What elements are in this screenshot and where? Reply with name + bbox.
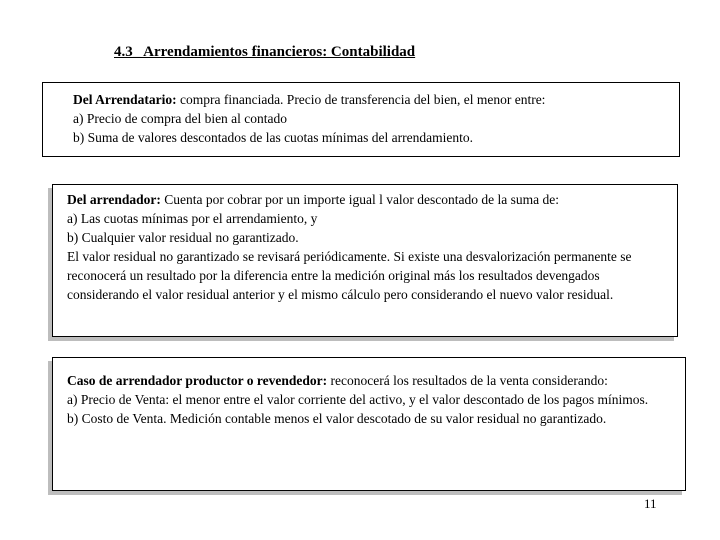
productor-box xyxy=(52,357,686,491)
productor-item-b: b) Costo de Venta. Medición contable menos el valor descotado de su valor residual no garantizado. xyxy=(67,411,607,426)
arrendador-box xyxy=(52,184,678,337)
arrendador-item-a: a) Las cuotas mínimas por el arrendamiento, y xyxy=(67,211,318,226)
slide-title: 4.3_ Arrendamientos financieros: Contabilidad xyxy=(114,44,416,60)
productor-lead: Caso de arrendador productor o revendedor: xyxy=(67,373,328,388)
arrendador-lead: Del arrendador: xyxy=(67,192,161,207)
arrendatario-item-b: b) Suma de valores descontados de las cuotas mínimas del arrendamiento. xyxy=(73,130,474,145)
arrendatario-intro: compra financiada. Precio de transferencia del bien, el menor entre: xyxy=(176,92,546,107)
arrendatario-intro-line xyxy=(73,90,671,109)
arrendatario-box xyxy=(42,82,680,157)
productor-item-a: a) Precio de Venta: el menor entre el valor corriente del activo, y el valor descontado de los pagos mínimos. xyxy=(67,392,649,407)
arrendador-intro-line xyxy=(67,190,669,209)
productor-intro: reconocerá los resultados de la venta considerando: xyxy=(327,373,608,388)
page-number: 11 xyxy=(644,496,657,511)
arrendador-intro: Cuenta por cobrar por un importe igual l valor descontado de la suma de: xyxy=(160,192,560,207)
arrendatario-item-a: a) Precio de compra del bien al contado xyxy=(73,111,288,126)
productor-intro-line xyxy=(67,371,677,390)
arrendador-item-b: b) Cualquier valor residual no garantizado. xyxy=(67,230,299,245)
arrendador-residual-note: El valor residual no garantizado se revisará periódicamente. Si existe una desvalorización permanente se reconocerá un resultado por la diferencia entre la medición original más los resultados devengados considerando el valor residual anterior y el mismo cálculo pero considerando el nuevo valor residual. xyxy=(67,249,632,302)
arrendatario-lead: Del Arrendatario: xyxy=(73,92,177,107)
